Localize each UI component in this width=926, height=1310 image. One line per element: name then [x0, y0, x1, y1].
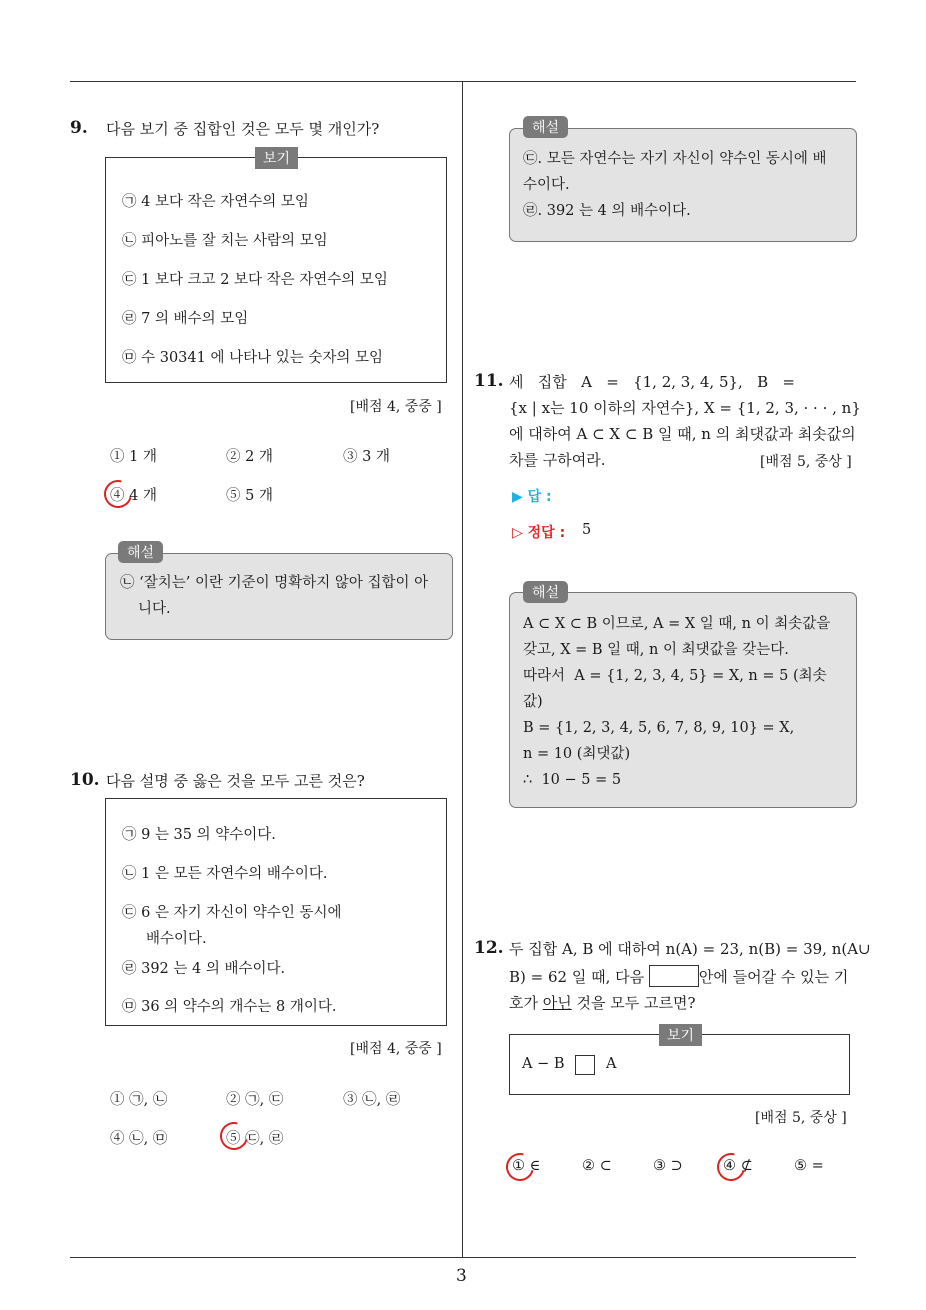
q12-box-square: [575, 1055, 595, 1075]
q11-solution-line-2: 갖고, X = B 일 때, n 이 최댓값을 갖는다.: [523, 642, 789, 658]
q9-item-2: ㉡ 피아노를 잘 치는 사람의 모임: [122, 233, 328, 249]
q9-score: [배점 4, 중중 ]: [350, 399, 442, 415]
q10-text: 다음 설명 중 옳은 것을 모두 고른 것은?: [106, 772, 365, 790]
q9-item-3: ㉢ 1 보다 크고 2 보다 작은 자연수의 모임: [122, 272, 388, 288]
q11-line-2: {x | x는 10 이하의 자연수}, X = {1, 2, 3, · · · , n}: [509, 399, 861, 417]
q9-item-5: ㉤ 수 30341 에 나타나 있는 숫자의 모임: [122, 350, 383, 366]
q11-solution-line-3: 따라서 A = {1, 2, 3, 4, 5} = X, n = 5 (최솟: [523, 668, 827, 684]
q11-line-1: 세 집합 A = {1, 2, 3, 4, 5}, B =: [509, 373, 796, 391]
q9-solution-line-2: 니다.: [138, 601, 171, 617]
q10-item-5: ㉤ 36 의 약수의 개수는 8 개이다.: [122, 999, 337, 1015]
q12-number: 12.: [474, 938, 504, 958]
q12-line-1: 두 집합 A, B 에 대하여 n(A) = 23, n(B) = 39, n(A∪: [509, 940, 871, 958]
q12-line-3b: 것을 모두 고르면?: [576, 994, 696, 1012]
page-number: 3: [456, 1266, 467, 1286]
q11-solution-line-1: A ⊂ X ⊂ B 이므로, A = X 일 때, n 이 최솟값을: [523, 616, 831, 632]
bottom-rule: [70, 1257, 856, 1258]
q12-underlined-word: 아닌: [542, 994, 572, 1012]
q12-box-left: A − B: [522, 1056, 565, 1072]
q11-number: 11.: [474, 371, 504, 391]
q10-item-1: ㉠ 9 는 35 의 약수이다.: [122, 827, 276, 843]
q10-answer-mark: [215, 1117, 253, 1155]
q9-item-1: ㉠ 4 보다 작은 자연수의 모임: [122, 194, 309, 210]
q10-number: 10.: [70, 770, 100, 790]
top-rule: [70, 81, 856, 82]
q12-choice-2[interactable]: ② ⊂: [582, 1158, 612, 1174]
q10-choice-1[interactable]: ① ㉠, ㉡: [110, 1092, 168, 1108]
q10-score: [배점 4, 중중 ]: [350, 1041, 442, 1057]
q9-answer-mark: [99, 475, 137, 513]
q11-line-3: 에 대하여 A ⊂ X ⊂ B 일 때, n 의 최댓값과 최솟값의: [509, 425, 856, 443]
column-divider: [462, 82, 463, 1258]
q12-line-2b: 안에 들어갈 수 있는 기: [698, 968, 849, 986]
q11-solution-line-7: ∴ 10 − 5 = 5: [523, 772, 622, 788]
q12-choice-4[interactable]: ④ ⊄: [723, 1158, 753, 1174]
q9-choice-1[interactable]: ① 1 개: [110, 449, 157, 465]
q10-solution-line-1: ㉢. 모든 자연수는 자기 자신이 약수인 동시에 배: [523, 151, 827, 167]
q12-blank-box: [649, 965, 699, 987]
q11-correct-label: ▷ 정답 :: [512, 525, 566, 541]
q10-choice-2[interactable]: ② ㉠, ㉢: [226, 1092, 284, 1108]
q10-item-4: ㉣ 392 는 4 의 배수이다.: [122, 961, 286, 977]
q9-number: 9.: [70, 118, 88, 138]
q12-box-right: A: [606, 1056, 617, 1072]
q11-correct-value: 5: [582, 522, 592, 538]
q9-choice-5[interactable]: ⑤ 5 개: [226, 488, 273, 504]
q11-solution-label: 해설: [523, 581, 568, 603]
q12-choice-3[interactable]: ③ ⊃: [653, 1158, 683, 1174]
q11-solution-line-4: 값): [523, 694, 543, 710]
q10-choice-3[interactable]: ③ ㉡, ㉣: [343, 1092, 401, 1108]
q11-line-4: 차를 구하여라.: [509, 451, 606, 469]
q11-answer-label: ▶ 답 :: [512, 489, 552, 505]
q10-solution-line-2: 수이다.: [523, 177, 570, 193]
q9-choice-3[interactable]: ③ 3 개: [343, 449, 390, 465]
q10-item-3-cont: 배수이다.: [146, 931, 207, 947]
q10-choice-5[interactable]: ⑤ ㉢, ㉣: [226, 1131, 284, 1147]
q12-line-3a: 호가: [509, 994, 538, 1012]
q9-choice-2[interactable]: ② 2 개: [226, 449, 273, 465]
q10-solution-label: 해설: [523, 116, 568, 138]
q11-solution-line-6: n = 10 (최댓값): [523, 746, 631, 762]
q12-score: [배점 5, 중상 ]: [755, 1110, 847, 1126]
q10-choice-4[interactable]: ④ ㉡, ㉤: [110, 1131, 168, 1147]
q12-choice-5[interactable]: ⑤ =: [794, 1158, 824, 1174]
q9-bogi-label: 보기: [255, 147, 298, 169]
q12-line-3: [509, 992, 696, 1013]
q11-solution-line-5: B = {1, 2, 3, 4, 5, 6, 7, 8, 9, 10} = X,: [523, 720, 795, 736]
q9-choice-4[interactable]: ④ 4 개: [110, 488, 157, 504]
q9-solution-label: 해설: [118, 541, 163, 563]
q9-text: 다음 보기 중 집합인 것은 모두 몇 개인가?: [106, 120, 380, 138]
q12-bogi-label: 보기: [659, 1024, 702, 1046]
q10-solution-line-3: ㉣. 392 는 4 의 배수이다.: [523, 203, 691, 219]
q12-line-2a: B) = 62 일 때, 다음: [509, 968, 645, 986]
q12-choice-1[interactable]: ① ∈: [512, 1158, 541, 1174]
q10-item-2: ㉡ 1 은 모든 자연수의 배수이다.: [122, 866, 328, 882]
q9-item-4: ㉣ 7 의 배수의 모임: [122, 311, 249, 327]
q9-solution-line-1: ㉡ ‘잘치는’ 이란 기준이 명확하지 않아 집합이 아: [120, 575, 429, 591]
q10-item-3: ㉢ 6 은 자기 자신이 약수인 동시에: [122, 905, 342, 921]
q12-answer-mark-1: [501, 1148, 539, 1186]
q11-score: [배점 5, 중상 ]: [760, 454, 852, 470]
q12-answer-mark-4: [712, 1148, 750, 1186]
q12-line-2: [509, 965, 848, 987]
